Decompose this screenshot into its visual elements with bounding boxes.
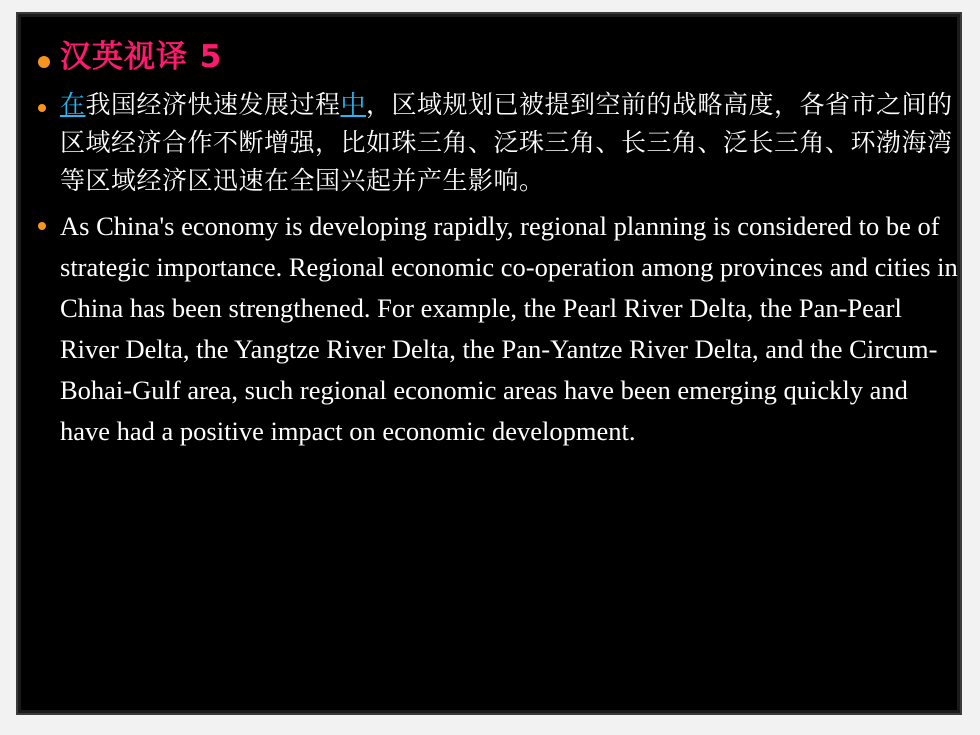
chinese-text-part2: ，区域规划已被提到空前的战略高度，各省市之间的区域经济合作不断增强，比如珠三角、泛珠三角、长三角、泛长三角、环渤海湾等区域经济区迅速在全国兴起并产生影响。 <box>60 90 953 195</box>
hyperlink-zai[interactable]: 在 <box>60 90 86 119</box>
chinese-paragraph-bullet <box>38 86 958 200</box>
chinese-paragraph <box>60 86 958 200</box>
english-paragraph: As China's economy is developing rapidly, regional planning is considered to be of strategic importance. Regional economic co-operation among provinces and cities in China has been strengthened. For example, the Pearl River Delta, the Pan-Pearl River Delta, the Yangtze River Delta, the Pan-Yantze River Delta, and the Circum-Bohai-Gulf area, such regional economic areas have been emerging quickly and have had a positive impact on economic development. <box>60 211 958 446</box>
english-paragraph-bullet <box>38 206 958 452</box>
hyperlink-zhong[interactable]: 中 <box>340 90 367 119</box>
bullet-dot-icon <box>38 104 46 112</box>
chinese-text-part1: 我国经济快速发展过程 <box>85 90 341 119</box>
slide-title: 汉英视译 5 <box>60 39 223 75</box>
title-bullet <box>38 32 958 82</box>
slide <box>16 12 962 715</box>
slide-content <box>38 32 958 452</box>
bullet-dot-icon <box>38 56 50 68</box>
bullet-dot-icon <box>38 222 46 230</box>
